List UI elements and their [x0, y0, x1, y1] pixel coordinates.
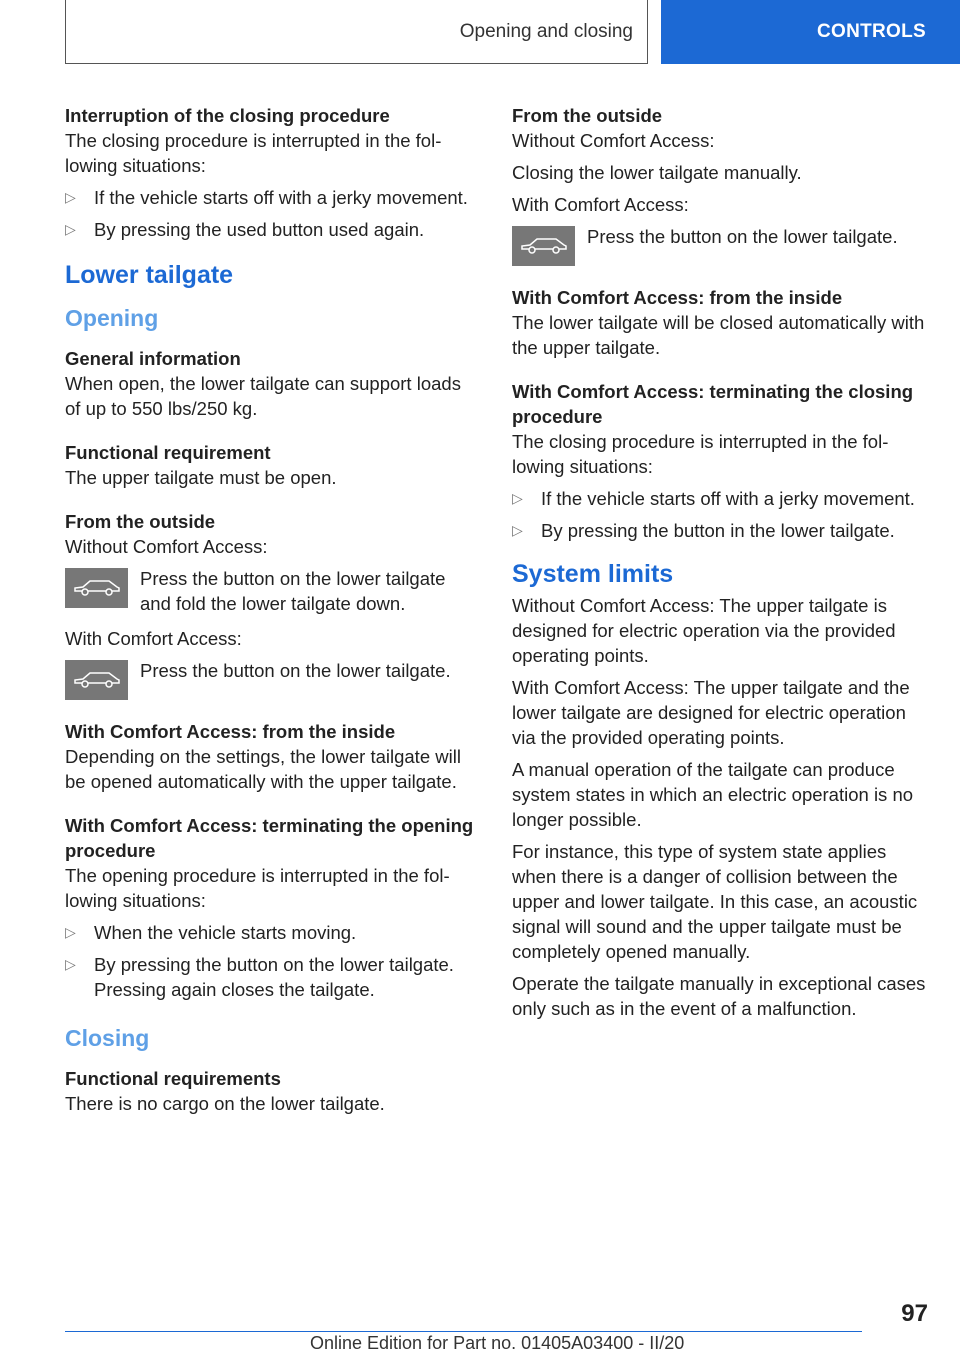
terminating-opening-list: [65, 920, 481, 1002]
header-section-title: Opening and closing: [459, 20, 633, 42]
triangle-right-icon: ▷: [65, 924, 76, 940]
car-tailgate-icon: [512, 226, 575, 266]
section-heading-lower-tailgate: Lower tailgate: [65, 261, 234, 289]
left-column: [65, 103, 481, 1123]
page-number: 97: [901, 1300, 928, 1327]
without-comfort-access-label: Without Comfort Access:: [512, 130, 715, 151]
subsection-heading-closing: Closing: [65, 1025, 150, 1051]
functional-requirements-text: There is no cargo on the lower tailgate.: [65, 1093, 385, 1114]
terminating-opening-text: The opening procedure is interrupted in the fol‐lowing situations:: [65, 865, 450, 911]
system-limits-paragraph: With Comfort Access: The upper tailgate and the lower tailgate are designed for electric operation via the provided operating points.: [512, 677, 910, 748]
footer-edition: Online Edition for Part no. 01405A03400 - II/20: [310, 1333, 685, 1353]
list-item: ▷ If the vehicle starts off with a jerky movement.: [65, 187, 468, 208]
system-limits-paragraph: Without Comfort Access: The upper tailgate is designed for electric operation via the provided operating points.: [512, 595, 896, 666]
triangle-right-icon: ▷: [512, 490, 523, 506]
functional-requirement-heading: Functional requirement: [65, 442, 271, 463]
interrupt-list: [65, 185, 481, 242]
from-inside-text: The lower tailgate will be closed automatically with the upper tailgate.: [512, 312, 925, 358]
button-instruction-text: Press the button on the lower tailgate.: [140, 660, 451, 681]
general-info-text: When open, the lower tailgate can support loads of up to 550 lbs/250 kg.: [65, 373, 461, 419]
button-instruction-text: Press the button on the lower tailgate and fold the lower tailgate down.: [140, 568, 446, 614]
with-comfort-access-label: With Comfort Access:: [65, 628, 242, 649]
manual-closing-text: Closing the lower tailgate manually.: [512, 162, 802, 183]
header-chapter-title: CONTROLS: [816, 21, 926, 42]
triangle-right-icon: ▷: [65, 221, 76, 237]
subsection-heading-opening: Opening: [65, 305, 159, 331]
interrupt-text: The closing procedure is interrupted in the fol‐lowing situations:: [65, 130, 442, 176]
footer-divider: [65, 1331, 862, 1332]
header-chapter-tab: [661, 0, 960, 64]
triangle-right-icon: ▷: [512, 522, 523, 538]
right-column: [512, 103, 928, 1028]
functional-requirement-text: The upper tailgate must be open.: [65, 467, 337, 488]
section-heading-system-limits: System limits: [512, 560, 674, 588]
terminating-closing-text: The closing procedure is interrupted in the fol‐lowing situations:: [512, 431, 889, 477]
from-outside-heading: From the outside: [65, 511, 216, 532]
terminating-opening-heading: With Comfort Access: terminating the opening procedure: [65, 815, 474, 861]
without-comfort-access-label: Without Comfort Access:: [65, 536, 268, 557]
terminating-closing-list: [512, 486, 928, 543]
from-outside-heading: From the outside: [512, 105, 663, 126]
from-inside-heading: With Comfort Access: from the inside: [65, 721, 396, 742]
general-info-heading: General information: [65, 348, 241, 369]
system-limits-paragraph: For instance, this type of system state applies when there is a danger of collision between the upper and lower tailgate. In this case, an acoustic signal will sound and the upper tailgate must be completely opened manually.: [512, 841, 918, 962]
triangle-right-icon: ▷: [65, 189, 76, 205]
button-instruction-text: Press the button on the lower tailgate.: [587, 226, 898, 247]
list-item: ▷ By pressing the used button used again.: [65, 219, 425, 240]
from-inside-heading: With Comfort Access: from the inside: [512, 287, 843, 308]
list-item: ▷ By pressing the button on the lower tailgate. Pressing again closes the tailgate.: [65, 954, 454, 1000]
interrupt-heading: Interruption of the closing procedure: [65, 105, 390, 126]
system-limits-paragraph: Operate the tailgate manually in exceptional cases only such as in the event of a malfunction.: [512, 973, 926, 1019]
functional-requirements-heading: Functional requirements: [65, 1068, 281, 1089]
header-section-tab: [65, 0, 648, 64]
triangle-right-icon: ▷: [65, 956, 76, 972]
system-limits-paragraph: A manual operation of the tailgate can produce system states in which an electric operation is no longer possible.: [512, 759, 914, 830]
list-item: ▷ If the vehicle starts off with a jerky movement.: [512, 488, 915, 509]
button-instruction: [65, 566, 481, 616]
button-instruction: [65, 658, 481, 700]
button-instruction: [512, 224, 928, 266]
from-inside-text: Depending on the settings, the lower tailgate will be opened automatically with the upper tailgate.: [65, 746, 461, 792]
car-tailgate-icon: [65, 568, 128, 608]
list-item: ▷ By pressing the button in the lower tailgate.: [512, 520, 895, 541]
with-comfort-access-label: With Comfort Access:: [512, 194, 689, 215]
list-item: ▷ When the vehicle starts moving.: [65, 922, 357, 943]
car-tailgate-icon: [65, 660, 128, 700]
terminating-closing-heading: With Comfort Access: terminating the closing procedure: [512, 381, 914, 427]
